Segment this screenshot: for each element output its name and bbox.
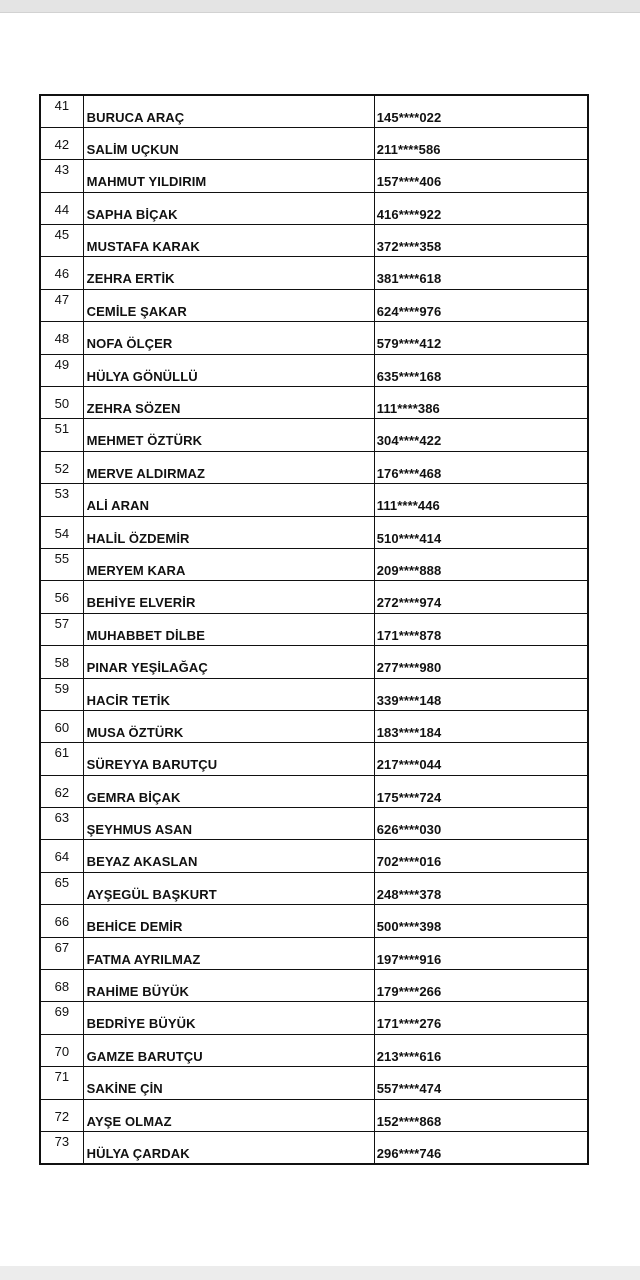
name-list-table bbox=[39, 94, 589, 1165]
table-row bbox=[40, 225, 588, 257]
table-row bbox=[40, 1034, 588, 1066]
row-number: 68 bbox=[40, 970, 83, 1002]
masked-id-number: 372****358 bbox=[374, 225, 588, 257]
top-strip bbox=[0, 0, 640, 13]
table-row bbox=[40, 127, 588, 159]
masked-id-number: 171****276 bbox=[374, 1002, 588, 1034]
table-row bbox=[40, 548, 588, 580]
masked-id-number: 217****044 bbox=[374, 743, 588, 775]
row-number: 48 bbox=[40, 322, 83, 354]
masked-id-number: 635****168 bbox=[374, 354, 588, 386]
table-row bbox=[40, 192, 588, 224]
row-number: 53 bbox=[40, 484, 83, 516]
person-name: HÜLYA GÖNÜLLÜ bbox=[83, 354, 374, 386]
row-number: 71 bbox=[40, 1067, 83, 1099]
table-row bbox=[40, 613, 588, 645]
table-row bbox=[40, 289, 588, 321]
person-name: MUSTAFA KARAK bbox=[83, 225, 374, 257]
masked-id-number: 171****878 bbox=[374, 613, 588, 645]
masked-id-number: 381****618 bbox=[374, 257, 588, 289]
table-row bbox=[40, 775, 588, 807]
person-name: FATMA AYRILMAZ bbox=[83, 937, 374, 969]
table-row bbox=[40, 160, 588, 192]
table-row bbox=[40, 743, 588, 775]
row-number: 49 bbox=[40, 354, 83, 386]
person-name: CEMİLE ŞAKAR bbox=[83, 289, 374, 321]
person-name: BEYAZ AKASLAN bbox=[83, 840, 374, 872]
row-number: 51 bbox=[40, 419, 83, 451]
row-number: 60 bbox=[40, 710, 83, 742]
person-name: GEMRA BİÇAK bbox=[83, 775, 374, 807]
masked-id-number: 152****868 bbox=[374, 1099, 588, 1131]
person-name: NOFA ÖLÇER bbox=[83, 322, 374, 354]
row-number: 73 bbox=[40, 1132, 83, 1164]
masked-id-number: 702****016 bbox=[374, 840, 588, 872]
row-number: 72 bbox=[40, 1099, 83, 1131]
table-row bbox=[40, 516, 588, 548]
row-number: 67 bbox=[40, 937, 83, 969]
table-row bbox=[40, 1099, 588, 1131]
masked-id-number: 157****406 bbox=[374, 160, 588, 192]
bottom-strip bbox=[0, 1266, 640, 1280]
masked-id-number: 183****184 bbox=[374, 710, 588, 742]
table-row bbox=[40, 970, 588, 1002]
table-row bbox=[40, 646, 588, 678]
person-name: BURUCA ARAÇ bbox=[83, 95, 374, 127]
masked-id-number: 209****888 bbox=[374, 548, 588, 580]
table-row bbox=[40, 451, 588, 483]
masked-id-number: 557****474 bbox=[374, 1067, 588, 1099]
table-row bbox=[40, 354, 588, 386]
row-number: 70 bbox=[40, 1034, 83, 1066]
person-name: SÜREYYA BARUTÇU bbox=[83, 743, 374, 775]
person-name: HALİL ÖZDEMİR bbox=[83, 516, 374, 548]
masked-id-number: 272****974 bbox=[374, 581, 588, 613]
person-name: ZEHRA SÖZEN bbox=[83, 387, 374, 419]
row-number: 58 bbox=[40, 646, 83, 678]
table-row bbox=[40, 419, 588, 451]
masked-id-number: 277****980 bbox=[374, 646, 588, 678]
person-name: AYŞE OLMAZ bbox=[83, 1099, 374, 1131]
row-number: 41 bbox=[40, 95, 83, 127]
row-number: 57 bbox=[40, 613, 83, 645]
row-number: 44 bbox=[40, 192, 83, 224]
masked-id-number: 500****398 bbox=[374, 905, 588, 937]
row-number: 64 bbox=[40, 840, 83, 872]
person-name: MERYEM KARA bbox=[83, 548, 374, 580]
person-name: HACİR TETİK bbox=[83, 678, 374, 710]
person-name: BEHİYE ELVERİR bbox=[83, 581, 374, 613]
person-name: SAPHA BİÇAK bbox=[83, 192, 374, 224]
row-number: 59 bbox=[40, 678, 83, 710]
masked-id-number: 416****922 bbox=[374, 192, 588, 224]
masked-id-number: 211****586 bbox=[374, 127, 588, 159]
row-number: 63 bbox=[40, 808, 83, 840]
table-row bbox=[40, 710, 588, 742]
row-number: 43 bbox=[40, 160, 83, 192]
masked-id-number: 624****976 bbox=[374, 289, 588, 321]
masked-id-number: 510****414 bbox=[374, 516, 588, 548]
row-number: 61 bbox=[40, 743, 83, 775]
person-name: BEDRİYE BÜYÜK bbox=[83, 1002, 374, 1034]
table-row bbox=[40, 257, 588, 289]
table-row bbox=[40, 840, 588, 872]
person-name: GAMZE BARUTÇU bbox=[83, 1034, 374, 1066]
person-name: ŞEYHMUS ASAN bbox=[83, 808, 374, 840]
row-number: 47 bbox=[40, 289, 83, 321]
masked-id-number: 626****030 bbox=[374, 808, 588, 840]
person-name: MUSA ÖZTÜRK bbox=[83, 710, 374, 742]
masked-id-number: 175****724 bbox=[374, 775, 588, 807]
masked-id-number: 197****916 bbox=[374, 937, 588, 969]
masked-id-number: 111****386 bbox=[374, 387, 588, 419]
person-name: RAHİME BÜYÜK bbox=[83, 970, 374, 1002]
table-row bbox=[40, 322, 588, 354]
table-row bbox=[40, 1132, 588, 1164]
masked-id-number: 579****412 bbox=[374, 322, 588, 354]
person-name: SALİM UÇKUN bbox=[83, 127, 374, 159]
row-number: 54 bbox=[40, 516, 83, 548]
person-name: BEHİCE DEMİR bbox=[83, 905, 374, 937]
table-row bbox=[40, 678, 588, 710]
table-row bbox=[40, 905, 588, 937]
person-name: MEHMET ÖZTÜRK bbox=[83, 419, 374, 451]
masked-id-number: 296****746 bbox=[374, 1132, 588, 1164]
masked-id-number: 339****148 bbox=[374, 678, 588, 710]
row-number: 65 bbox=[40, 872, 83, 904]
table-row bbox=[40, 484, 588, 516]
table-row bbox=[40, 387, 588, 419]
person-name: PINAR YEŞİLAĞAÇ bbox=[83, 646, 374, 678]
masked-id-number: 213****616 bbox=[374, 1034, 588, 1066]
row-number: 66 bbox=[40, 905, 83, 937]
table-row bbox=[40, 808, 588, 840]
person-name: ALİ ARAN bbox=[83, 484, 374, 516]
row-number: 52 bbox=[40, 451, 83, 483]
row-number: 50 bbox=[40, 387, 83, 419]
masked-id-number: 145****022 bbox=[374, 95, 588, 127]
row-number: 55 bbox=[40, 548, 83, 580]
person-name: ZEHRA ERTİK bbox=[83, 257, 374, 289]
masked-id-number: 179****266 bbox=[374, 970, 588, 1002]
table-row bbox=[40, 95, 588, 127]
table-row bbox=[40, 1002, 588, 1034]
table-body bbox=[40, 95, 588, 1164]
person-name: MAHMUT YILDIRIM bbox=[83, 160, 374, 192]
person-name: HÜLYA ÇARDAK bbox=[83, 1132, 374, 1164]
row-number: 56 bbox=[40, 581, 83, 613]
masked-id-number: 304****422 bbox=[374, 419, 588, 451]
masked-id-number: 111****446 bbox=[374, 484, 588, 516]
table-row bbox=[40, 1067, 588, 1099]
row-number: 45 bbox=[40, 225, 83, 257]
person-name: MUHABBET DİLBE bbox=[83, 613, 374, 645]
row-number: 42 bbox=[40, 127, 83, 159]
row-number: 69 bbox=[40, 1002, 83, 1034]
person-name: SAKİNE ÇİN bbox=[83, 1067, 374, 1099]
row-number: 46 bbox=[40, 257, 83, 289]
person-name: MERVE ALDIRMAZ bbox=[83, 451, 374, 483]
table-row bbox=[40, 872, 588, 904]
table-row bbox=[40, 937, 588, 969]
masked-id-number: 176****468 bbox=[374, 451, 588, 483]
person-name: AYŞEGÜL BAŞKURT bbox=[83, 872, 374, 904]
table-row bbox=[40, 581, 588, 613]
masked-id-number: 248****378 bbox=[374, 872, 588, 904]
row-number: 62 bbox=[40, 775, 83, 807]
